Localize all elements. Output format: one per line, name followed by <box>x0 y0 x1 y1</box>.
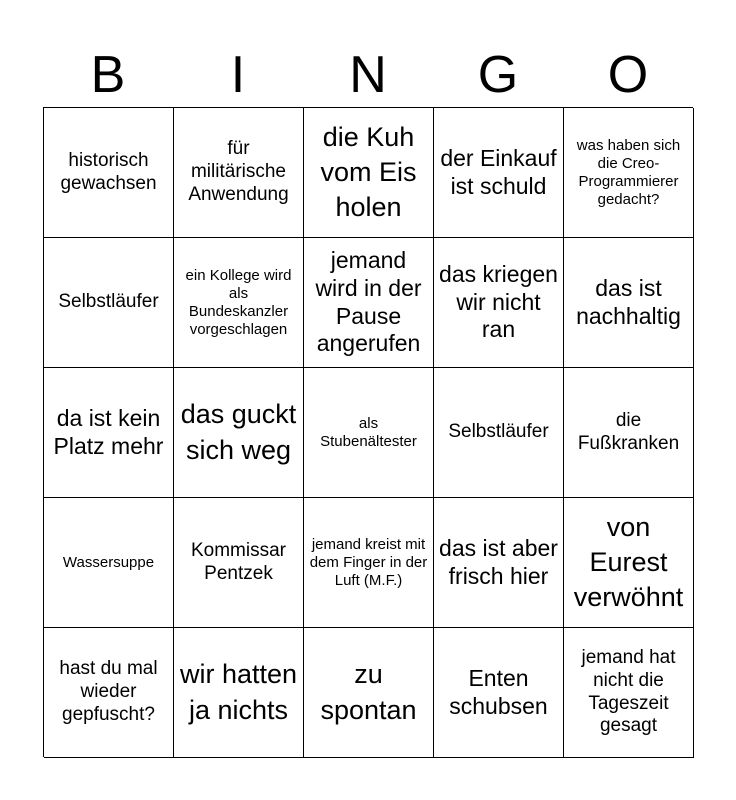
bingo-cell[interactable]: Enten schubsen <box>434 628 564 758</box>
header-letter-n: N <box>349 46 387 104</box>
bingo-cell[interactable]: ein Kollege wird als Bundeskanzler vorgeschlagen <box>174 238 304 368</box>
bingo-cell[interactable]: die Kuh vom Eis holen <box>304 108 434 238</box>
bingo-cell[interactable]: historisch gewachsen <box>44 108 174 238</box>
bingo-cell[interactable]: das ist nachhaltig <box>564 238 694 368</box>
bingo-cell[interactable]: Wassersuppe <box>44 498 174 628</box>
bingo-cell[interactable]: das ist aber frisch hier <box>434 498 564 628</box>
bingo-board <box>43 107 693 757</box>
bingo-cell[interactable]: der Einkauf ist schuld <box>434 108 564 238</box>
bingo-cell[interactable]: die Fußkranken <box>564 368 694 498</box>
header-letter-o: O <box>607 46 649 104</box>
bingo-cell[interactable]: das guckt sich weg <box>174 368 304 498</box>
bingo-cell[interactable]: für militärische Anwendung <box>174 108 304 238</box>
bingo-cell[interactable]: das kriegen wir nicht ran <box>434 238 564 368</box>
bingo-header <box>43 42 693 108</box>
bingo-cell[interactable]: jemand kreist mit dem Finger in der Luft (M.F.) <box>304 498 434 628</box>
bingo-cell[interactable]: jemand hat nicht die Tageszeit gesagt <box>564 628 694 758</box>
bingo-cell[interactable]: Selbstläufer <box>44 238 174 368</box>
bingo-cell[interactable]: zu spontan <box>304 628 434 758</box>
bingo-cell[interactable]: jemand wird in der Pause angerufen <box>304 238 434 368</box>
bingo-cell[interactable]: da ist kein Platz mehr <box>44 368 174 498</box>
header-letter-i: I <box>230 46 246 104</box>
bingo-cell[interactable]: Kommissar Pentzek <box>174 498 304 628</box>
header-letter-b: B <box>90 46 126 104</box>
bingo-cell[interactable]: was haben sich die Creo-Programmierer gedacht? <box>564 108 694 238</box>
bingo-cell[interactable]: von Eurest verwöhnt <box>564 498 694 628</box>
bingo-cell[interactable]: wir hatten ja nichts <box>174 628 304 758</box>
bingo-cell[interactable]: hast du mal wieder gepfuscht? <box>44 628 174 758</box>
header-letter-g: G <box>477 46 519 104</box>
bingo-cell[interactable]: Selbstläufer <box>434 368 564 498</box>
bingo-cell[interactable]: als Stubenältester <box>304 368 434 498</box>
